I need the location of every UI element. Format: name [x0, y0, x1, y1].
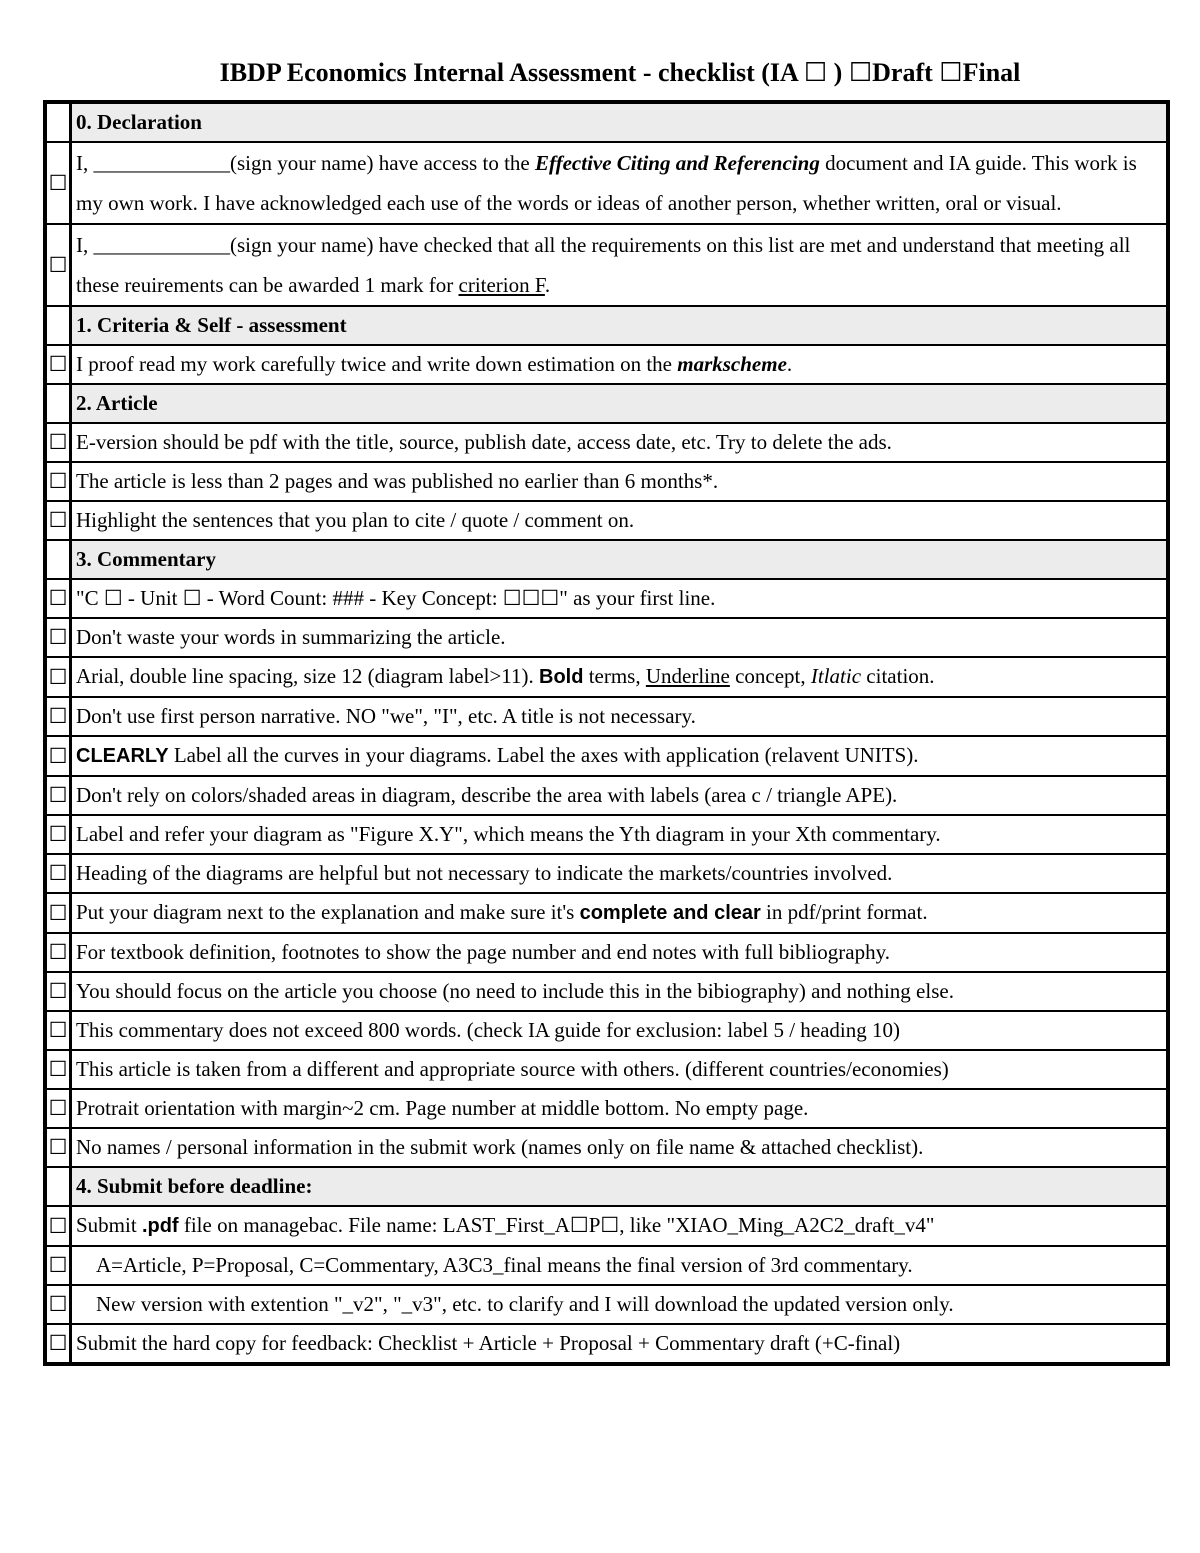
section-header-article — [45, 384, 1168, 423]
table-row — [45, 1246, 1168, 1285]
checkbox[interactable]: ☐ — [45, 815, 71, 854]
page-title — [0, 58, 1200, 88]
section-header-submit — [45, 1167, 1168, 1206]
commentary-item: Protrait orientation with margin~2 cm. Page number at middle bottom. No empty page. — [71, 1089, 1169, 1128]
declaration-item: I, _____________(sign your name) have checked that all the requirements on this list are met and understand that meeting all these reuirements can be awarded 1 mark for criterion F. — [71, 224, 1169, 306]
commentary-item: This article is taken from a different and appropriate source with others. (different countries/economies) — [71, 1050, 1169, 1089]
section-header-criteria — [45, 306, 1168, 345]
table-row — [45, 893, 1168, 933]
checkbox[interactable]: ☐ — [45, 1206, 71, 1246]
commentary-item: Label and refer your diagram as "Figure X.Y", which means the Yth diagram in your Xth commentary. — [71, 815, 1169, 854]
checkbox[interactable]: ☐ — [45, 1089, 71, 1128]
table-row — [45, 736, 1168, 776]
checklist-table — [43, 100, 1170, 1366]
table-row — [45, 776, 1168, 815]
table-row — [45, 423, 1168, 462]
table-row — [45, 1324, 1168, 1364]
table-row — [45, 657, 1168, 697]
checkbox[interactable]: ☐ — [45, 657, 71, 697]
commentary-item: Arial, double line spacing, size 12 (diagram label>11). Bold terms, Underline concept, Itlatic citation. — [71, 657, 1169, 697]
document-reference: Effective Citing and Referencing — [534, 151, 820, 175]
section-heading: 4. Submit before deadline: — [71, 1167, 1169, 1206]
table-row — [45, 579, 1168, 618]
table-row — [45, 1128, 1168, 1167]
checkbox[interactable]: ☐ — [45, 579, 71, 618]
commentary-item: You should focus on the article you choose (no need to include this in the bibiography) and nothing else. — [71, 972, 1169, 1011]
table-row — [45, 618, 1168, 657]
commentary-item: "C ☐ - Unit ☐ - Word Count: ### - Key Concept: ☐☐☐" as your first line. — [71, 579, 1169, 618]
table-row — [45, 1089, 1168, 1128]
table-row — [45, 697, 1168, 736]
table-row — [45, 345, 1168, 384]
section-heading: 2. Article — [71, 384, 1169, 423]
table-row — [45, 1050, 1168, 1089]
checkbox[interactable]: ☐ — [45, 854, 71, 893]
table-row — [45, 501, 1168, 540]
title-text: ) — [827, 58, 849, 87]
final-label: Final — [962, 58, 1021, 87]
checkbox[interactable]: ☐ — [45, 142, 71, 224]
signature-blank[interactable]: _____________ — [93, 233, 230, 257]
article-item: E-version should be pdf with the title, source, publish date, access date, etc. Try to delete the ads. — [71, 423, 1169, 462]
ia-number-checkbox[interactable]: ☐ — [803, 58, 828, 87]
submit-item: New version with extention "_v2", "_v3", etc. to clarify and I will download the updated version only. — [71, 1285, 1169, 1324]
checkbox[interactable]: ☐ — [45, 462, 71, 501]
commentary-item: Don't waste your words in summarizing the article. — [71, 618, 1169, 657]
checkbox[interactable]: ☐ — [45, 618, 71, 657]
section-heading: 1. Criteria & Self - assessment — [71, 306, 1169, 345]
commentary-item: No names / personal information in the submit work (names only on file name & attached checklist). — [71, 1128, 1169, 1167]
table-row — [45, 933, 1168, 972]
table-row — [45, 972, 1168, 1011]
checkbox[interactable]: ☐ — [45, 501, 71, 540]
checkbox[interactable]: ☐ — [45, 972, 71, 1011]
checkbox[interactable]: ☐ — [45, 736, 71, 776]
table-row — [45, 142, 1168, 224]
final-checkbox[interactable]: ☐ — [939, 58, 963, 87]
checkbox[interactable]: ☐ — [45, 1011, 71, 1050]
table-row — [45, 815, 1168, 854]
article-item: The article is less than 2 pages and was published no earlier than 6 months*. — [71, 462, 1169, 501]
draft-checkbox[interactable]: ☐ — [848, 58, 873, 87]
checkbox[interactable]: ☐ — [45, 224, 71, 306]
criteria-item: I proof read my work carefully twice and write down estimation on the markscheme. — [71, 345, 1169, 384]
table-row — [45, 1011, 1168, 1050]
title-text: IBDP Economics Internal Assessment - checklist (IA — [219, 58, 804, 87]
checkbox[interactable]: ☐ — [45, 1285, 71, 1324]
section-header-declaration — [45, 102, 1168, 142]
checkbox[interactable]: ☐ — [45, 1246, 71, 1285]
table-row — [45, 224, 1168, 306]
submit-item: Submit .pdf file on managebac. File name: LAST_First_A☐P☐, like "XIAO_Ming_A2C2_draft_v4" — [71, 1206, 1169, 1246]
signature-blank[interactable]: _____________ — [93, 151, 230, 175]
commentary-item: Don't rely on colors/shaded areas in diagram, describe the area with labels (area c / triangle APE). — [71, 776, 1169, 815]
section-header-commentary — [45, 540, 1168, 579]
checkbox[interactable]: ☐ — [45, 345, 71, 384]
checkbox[interactable]: ☐ — [45, 1324, 71, 1364]
commentary-item: Heading of the diagrams are helpful but not necessary to indicate the markets/countries involved. — [71, 854, 1169, 893]
checkbox[interactable]: ☐ — [45, 423, 71, 462]
commentary-item: CLEARLY Label all the curves in your diagrams. Label the axes with application (relavent UNITS). — [71, 736, 1169, 776]
criterion-link: criterion F — [458, 273, 545, 297]
checkbox[interactable]: ☐ — [45, 1128, 71, 1167]
checkbox[interactable]: ☐ — [45, 697, 71, 736]
commentary-item: Put your diagram next to the explanation and make sure it's complete and clear in pdf/print format. — [71, 893, 1169, 933]
commentary-item: Don't use first person narrative. NO "we", "I", etc. A title is not necessary. — [71, 697, 1169, 736]
table-row — [45, 1206, 1168, 1246]
article-item: Highlight the sentences that you plan to cite / quote / comment on. — [71, 501, 1169, 540]
checkbox[interactable]: ☐ — [45, 933, 71, 972]
table-row — [45, 1285, 1168, 1324]
submit-item: A=Article, P=Proposal, C=Commentary, A3C3_final means the final version of 3rd commentary. — [71, 1246, 1169, 1285]
section-heading: 0. Declaration — [71, 102, 1169, 142]
table-row — [45, 462, 1168, 501]
declaration-item: I, _____________(sign your name) have access to the Effective Citing and Referencing document and IA guide. This work is my own work. I have acknowledged each use of the words or ideas of another person, whether written, oral or visual. — [71, 142, 1169, 224]
checkbox[interactable]: ☐ — [45, 893, 71, 933]
table-row — [45, 854, 1168, 893]
checkbox[interactable]: ☐ — [45, 776, 71, 815]
checkbox[interactable]: ☐ — [45, 1050, 71, 1089]
draft-label: Draft — [872, 58, 940, 87]
section-heading: 3. Commentary — [71, 540, 1169, 579]
commentary-item: For textbook definition, footnotes to show the page number and end notes with full bibliography. — [71, 933, 1169, 972]
submit-item: Submit the hard copy for feedback: Checklist + Article + Proposal + Commentary draft (+C-final) — [71, 1324, 1169, 1364]
commentary-item: This commentary does not exceed 800 words. (check IA guide for exclusion: label 5 / heading 10) — [71, 1011, 1169, 1050]
